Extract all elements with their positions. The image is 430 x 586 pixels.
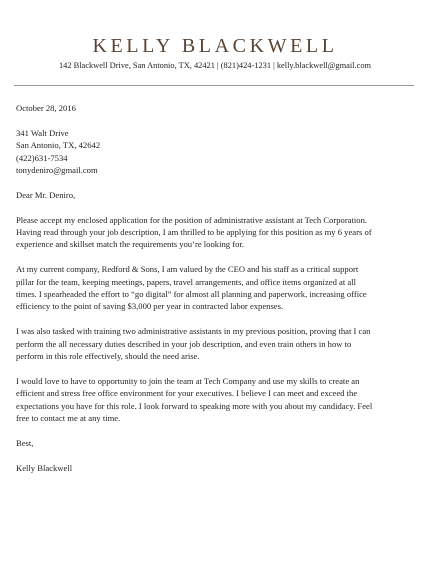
paragraph-line: perform the all necessary duties described in your job description, and even train others in how to bbox=[16, 338, 352, 349]
letter-date: October 28, 2016 bbox=[16, 103, 76, 113]
paragraph-line: Please accept my enclosed application for the position of administrative assistant at Tech Corporation. bbox=[16, 214, 368, 225]
paragraph-line: efficiency to the point of saving $3,000 per year in contracted labor expenses. bbox=[16, 301, 284, 312]
paragraph-4 bbox=[16, 375, 416, 425]
applicant-name: KELLY BLACKWELL bbox=[92, 35, 338, 57]
paragraph-line: experience and skillset match the requirements you’re looking for. bbox=[16, 239, 244, 250]
contact-line: 142 Blackwell Drive, San Antonio, TX, 42421 | (821)424-1231 | kelly.blackwell@gmail.com bbox=[58, 61, 372, 70]
paragraph-3 bbox=[16, 325, 416, 362]
paragraph-line: efficient and stress free office environment for your executives. I believe I can meet and exceed the bbox=[16, 388, 358, 399]
recipient-city: San Antonio, TX, 42642 bbox=[16, 140, 101, 151]
salutation: Dear Mr. Deniro, bbox=[16, 189, 76, 200]
paragraph-2 bbox=[16, 263, 416, 313]
closing: Best, bbox=[16, 437, 34, 448]
paragraph-line: I was also tasked with training two administrative assistants in my previous position, proving that I can bbox=[16, 326, 371, 337]
recipient-street: 341 Walt Drive bbox=[16, 127, 69, 138]
paragraph-line: Having read through your job description, I am thrilled to be applying for this position as my 6 years of bbox=[16, 227, 372, 238]
paragraph-line: pillar for the team, keeping meetings, papers, travel arrangements, and office items organized at all bbox=[16, 276, 356, 287]
letter-body bbox=[16, 102, 416, 474]
paragraph-line: free to contact me at any time. bbox=[16, 413, 121, 424]
signature-name: Kelly Blackwell bbox=[16, 462, 73, 473]
recipient-phone: (422)631-7534 bbox=[16, 152, 68, 163]
recipient-email: tonydeniro@gmail.com bbox=[16, 165, 98, 176]
paragraph-line: perform in this role effectively, should the need arise. bbox=[16, 351, 200, 362]
paragraph-1 bbox=[16, 214, 416, 251]
paragraph-line: I would love to have to opportunity to join the team at Tech Company and use my skills to create an bbox=[16, 375, 360, 386]
recipient-block bbox=[16, 127, 416, 177]
paragraph-line: expectations you have for this role. I look forward to speaking more with you about my candidacy. Feel bbox=[16, 400, 373, 411]
header-divider bbox=[14, 85, 414, 86]
paragraph-line: times. I spearheaded the effort to “go digital” for almost all planning and paperwork, increasing office bbox=[16, 289, 367, 300]
paragraph-line: At my current company, Redford & Sons, I am valued by the CEO and his staff as a critical support bbox=[16, 264, 359, 275]
